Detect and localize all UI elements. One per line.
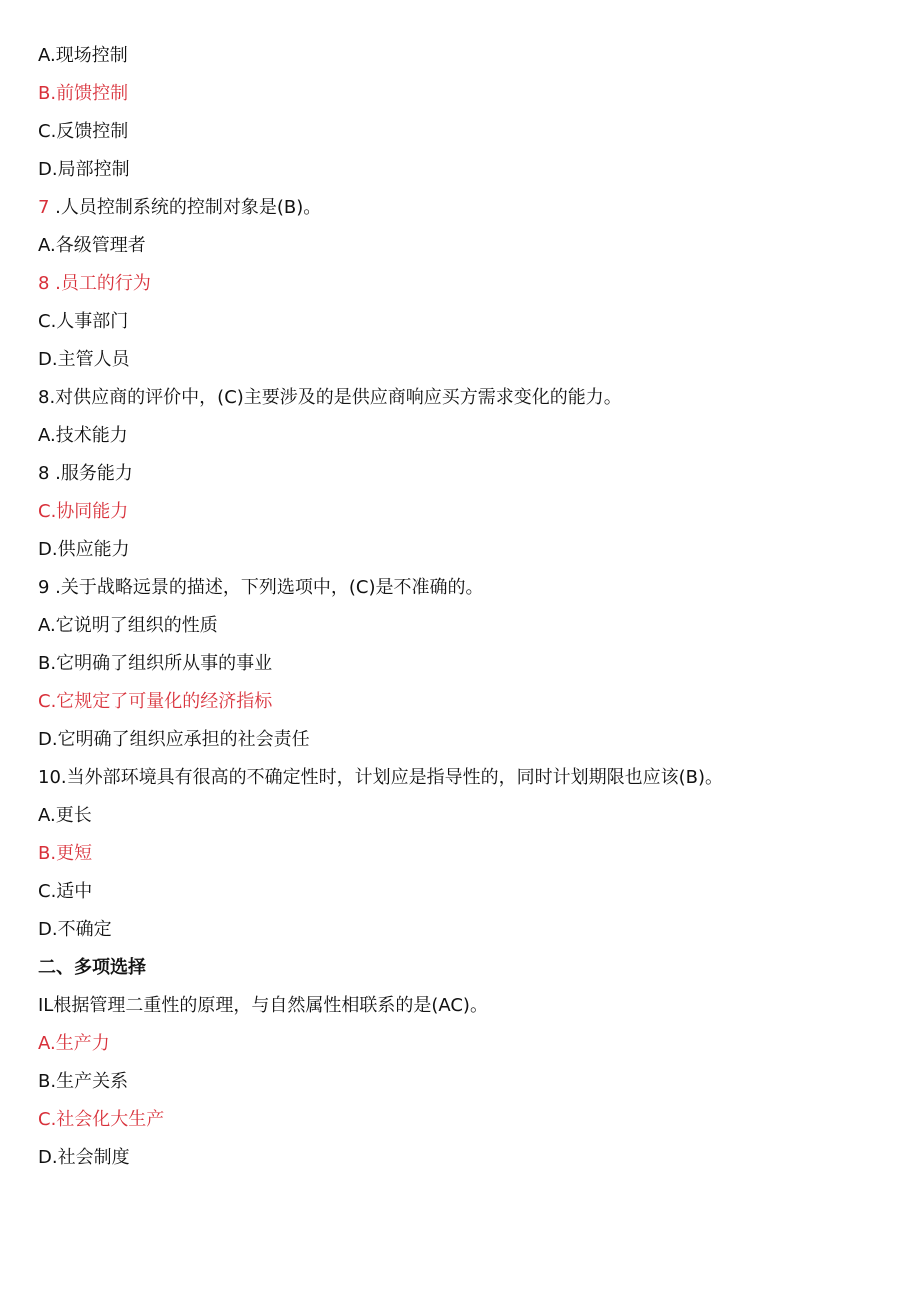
- option-line: D.它明确了组织应承担的社会责任: [38, 729, 310, 750]
- option-line: A.它说明了组织的性质: [38, 615, 218, 636]
- question-line: [38, 194, 900, 232]
- option-line: B.它明确了组织所从事的事业: [38, 653, 273, 674]
- option-line: A.各级管理者: [38, 235, 146, 256]
- section-heading: 二、多项选择: [38, 957, 146, 978]
- option-line: C.人事部门: [38, 311, 129, 332]
- option-line: A.现场控制: [38, 45, 128, 66]
- option-line: A.更长: [38, 805, 92, 826]
- option-line: A.技术能力: [38, 425, 128, 446]
- answer-option-line: C.协同能力: [38, 501, 129, 522]
- answer-option-line: C.社会化大生产: [38, 1109, 165, 1130]
- question-line: 9 .关于战略远景的描述，下列选项中，(C)是不准确的。: [38, 577, 484, 598]
- document-body: [38, 42, 900, 1182]
- answer-option-line: C.它规定了可量化的经济指标: [38, 691, 273, 712]
- answer-option-line: B.前馈控制: [38, 83, 129, 104]
- option-line: D.社会制度: [38, 1147, 130, 1168]
- question-number: 7: [38, 197, 50, 218]
- option-line: C.适中: [38, 881, 93, 902]
- option-line: D.不确定: [38, 919, 112, 940]
- answer-option-line: B.更短: [38, 843, 93, 864]
- option-line: D.主管人员: [38, 349, 130, 370]
- option-line: B.生产关系: [38, 1071, 129, 1092]
- option-line: D.局部控制: [38, 159, 130, 180]
- option-line: 8 .服务能力: [38, 463, 133, 484]
- answer-option-line: A.生产力: [38, 1033, 110, 1054]
- question-text: .人员控制系统的控制对象是(B)。: [49, 197, 322, 218]
- question-line: IL根据管理二重性的原理，与自然属性相联系的是(AC)。: [38, 995, 488, 1016]
- question-line: 10.当外部环境具有很高的不确定性时，计划应是指导性的，同时计划期限也应该(B)。: [38, 767, 724, 788]
- option-line: C.反馈控制: [38, 121, 129, 142]
- answer-option-line: 8 .员工的行为: [38, 273, 151, 294]
- option-line: D.供应能力: [38, 539, 130, 560]
- question-line: 8.对供应商的评价中，(C)主要涉及的是供应商响应买方需求变化的能力。: [38, 387, 622, 408]
